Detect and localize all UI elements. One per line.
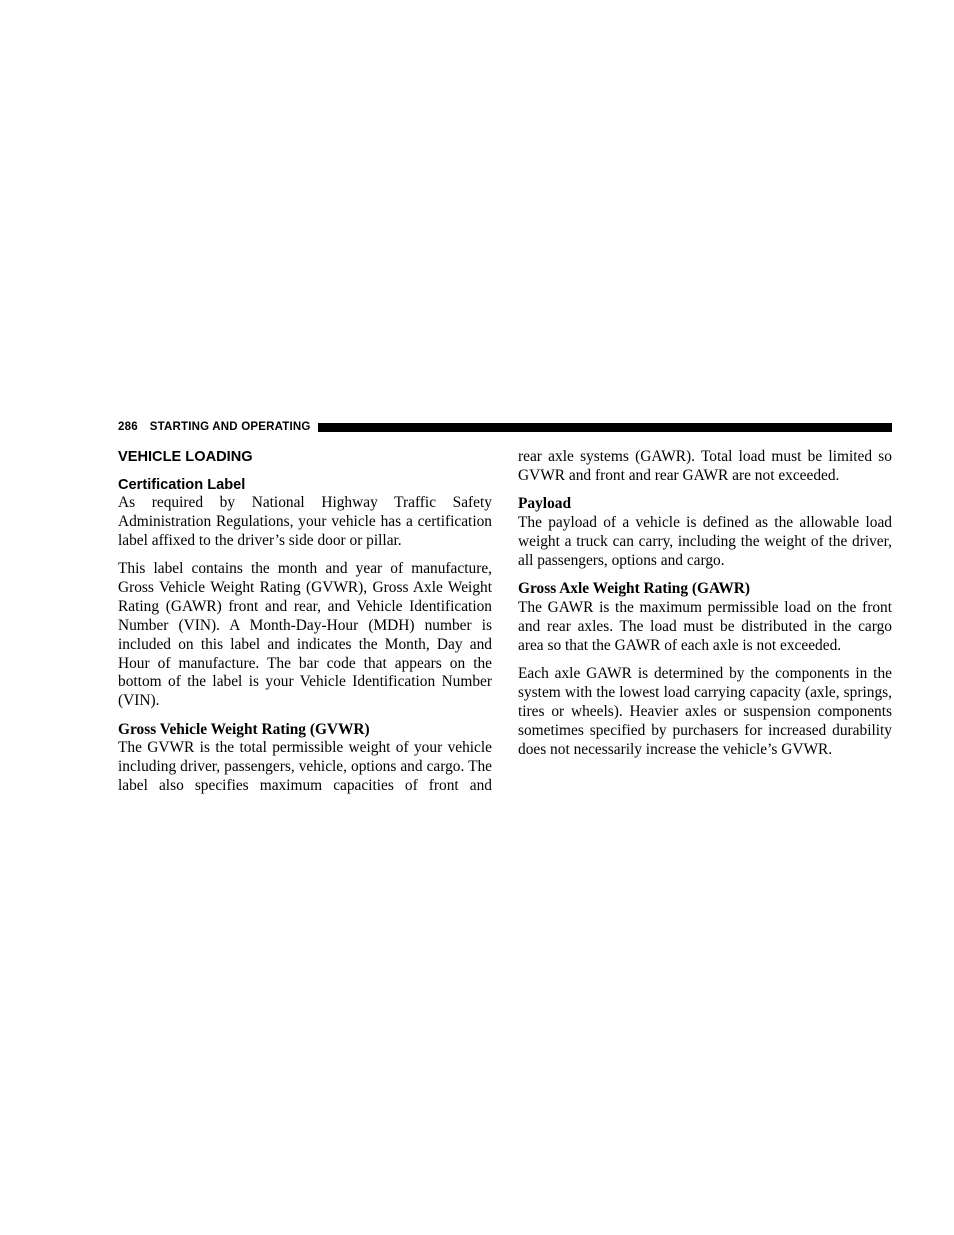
certification-label-heading: Certification Label	[118, 477, 246, 493]
gawr-paragraph-1: The GAWR is the maximum permissible load on the front and rear axles. The load must be distributed in the cargo area so that the GAWR of each axle is not exceeded.	[518, 598, 892, 654]
page-number: 286	[118, 421, 138, 433]
left-column	[118, 448, 492, 796]
certification-paragraph-2: This label contains the month and year of manufacture, Gross Vehicle Weight Rating (GVWR), Gross Axle Weight Rating (GAWR) front and rear, and Vehicle Identification Number (VIN). A Month-Day-Hour (MDH) number is included on this label and indicates the Month, Day and Hour of manufacture. The bar code that appears on the bottom of the label is your Vehicle Identification Number (VIN).	[118, 560, 492, 710]
gvwr-heading: Gross Vehicle Weight Rating (GVWR)	[118, 720, 370, 738]
gawr-heading: Gross Axle Weight Rating (GAWR)	[518, 580, 751, 598]
gawr-paragraph-2: Each axle GAWR is determined by the components in the system with the lowest load carrying capacity (axle, springs, tires or wheels). Heavier axles or suspension components sometimes specified by purchasers for increased durability does not necessarily increase the vehicle’s GVWR.	[518, 664, 892, 758]
certification-paragraph-1: As required by National Highway Traffic Safety Administration Regulations, your vehicle has a certification label affixed to the driver’s side door or pillar.	[118, 494, 492, 549]
gawr-continuation-paragraph: rear axle systems (GAWR). Total load must be limited so GVWR and front and rear GAWR are not exceeded.	[518, 448, 892, 484]
gvwr-paragraph: The GVWR is the total permissible weight of your vehicle including driver, passengers, vehicle, options and cargo. The label also specifies maximum capacities of front and	[118, 739, 492, 795]
section-heading: VEHICLE LOADING	[118, 449, 253, 465]
payload-paragraph: The payload of a vehicle is defined as the allowable load weight a truck can carry, including the weight of the driver, all passengers, options and cargo.	[518, 514, 892, 569]
header-rule	[318, 423, 892, 432]
right-column	[518, 448, 892, 759]
payload-heading: Payload	[518, 495, 572, 513]
page-header	[118, 419, 892, 435]
section-title: STARTING AND OPERATING	[149, 421, 311, 433]
